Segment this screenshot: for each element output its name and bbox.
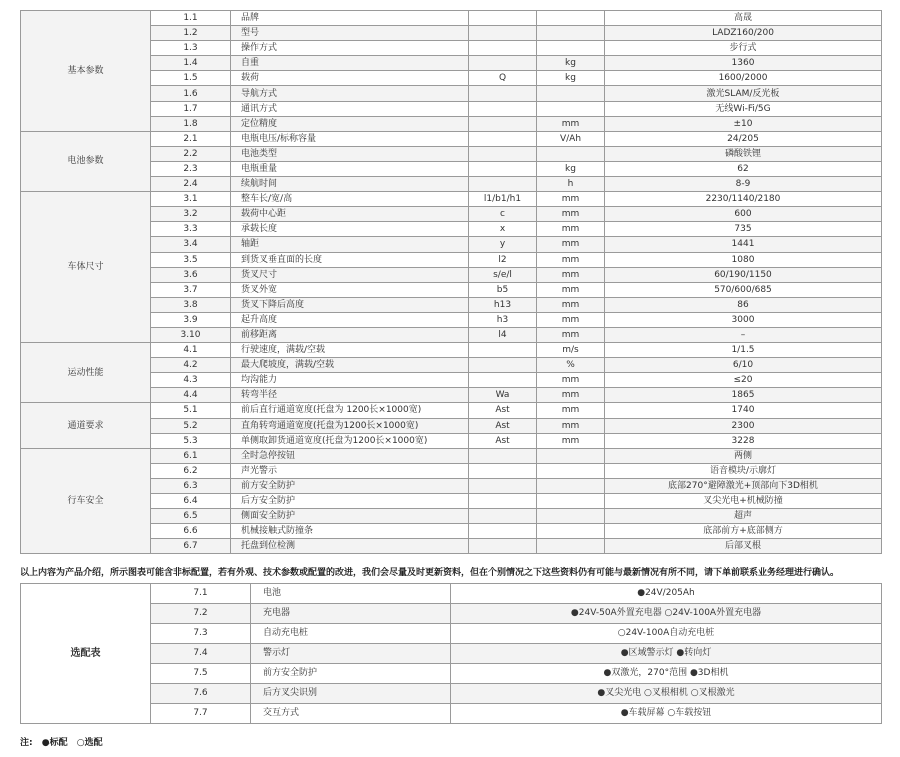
- spec-item: 品牌: [231, 11, 469, 26]
- spec-item: 通讯方式: [231, 101, 469, 116]
- spec-number: 1.1: [151, 11, 231, 26]
- spec-group-label: 运动性能: [21, 343, 151, 403]
- spec-row: [21, 433, 882, 448]
- spec-value: 两侧: [605, 448, 882, 463]
- spec-item: 型号: [231, 26, 469, 41]
- option-number: 7.5: [151, 664, 251, 684]
- spec-unit: [537, 494, 605, 509]
- spec-value: 3228: [605, 433, 882, 448]
- spec-value: 语音模块/示廓灯: [605, 463, 882, 478]
- option-row: [21, 624, 882, 644]
- spec-symbol: Q: [469, 71, 537, 86]
- option-item: 电池: [251, 584, 451, 604]
- spec-value: 1740: [605, 403, 882, 418]
- option-item: 交互方式: [251, 704, 451, 724]
- spec-value: ±10: [605, 116, 882, 131]
- spec-symbol: [469, 509, 537, 524]
- spec-number: 3.9: [151, 312, 231, 327]
- spec-symbol: h3: [469, 312, 537, 327]
- spec-value: 激光SLAM/反光板: [605, 86, 882, 101]
- option-number: 7.2: [151, 604, 251, 624]
- spec-row: [21, 539, 882, 554]
- spec-symbol: [469, 524, 537, 539]
- spec-row: [21, 192, 882, 207]
- spec-item: 前方安全防护: [231, 478, 469, 493]
- spec-unit: mm: [537, 207, 605, 222]
- spec-number: 6.6: [151, 524, 231, 539]
- spec-number: 2.2: [151, 146, 231, 161]
- spec-unit: mm: [537, 418, 605, 433]
- spec-value: 步行式: [605, 41, 882, 56]
- option-item: 后方叉尖识别: [251, 684, 451, 704]
- spec-item: 自重: [231, 56, 469, 71]
- spec-item: 货叉外宽: [231, 282, 469, 297]
- spec-row: [21, 222, 882, 237]
- spec-symbol: [469, 177, 537, 192]
- spec-item: 导航方式: [231, 86, 469, 101]
- spec-item: 行驶速度，满载/空载: [231, 343, 469, 358]
- spec-unit: kg: [537, 71, 605, 86]
- option-value: ●24V-50A外置充电器 ○24V-100A外置充电器: [451, 604, 882, 624]
- spec-row: [21, 418, 882, 433]
- spec-symbol: x: [469, 222, 537, 237]
- spec-row: [21, 358, 882, 373]
- spec-symbol: [469, 41, 537, 56]
- spec-row: [21, 373, 882, 388]
- spec-unit: [537, 26, 605, 41]
- spec-row: [21, 41, 882, 56]
- spec-value: 735: [605, 222, 882, 237]
- option-row: [21, 584, 882, 604]
- spec-number: 6.3: [151, 478, 231, 493]
- spec-item: 电瓶电压/标称容量: [231, 131, 469, 146]
- spec-number: 5.2: [151, 418, 231, 433]
- spec-symbol: Wa: [469, 388, 537, 403]
- spec-unit: [537, 539, 605, 554]
- spec-symbol: l2: [469, 252, 537, 267]
- spec-row: [21, 327, 882, 342]
- spec-unit: mm: [537, 267, 605, 282]
- option-value: ●24V/205Ah: [451, 584, 882, 604]
- option-number: 7.6: [151, 684, 251, 704]
- spec-item: 机械接触式防撞条: [231, 524, 469, 539]
- spec-number: 3.2: [151, 207, 231, 222]
- disclaimer-note: 以上内容为产品介绍，所示图表可能含非标配置，若有外观、技术参数或配置的改进，我们会尽量及时更新资料，但在个别情况之下这些资料仍有可能与最新情况有所不同，请下单前联系业务经理进行确认。: [20, 568, 840, 578]
- spec-group-label: 通道要求: [21, 403, 151, 448]
- spec-unit: kg: [537, 161, 605, 176]
- spec-item: 续航时间: [231, 177, 469, 192]
- spec-item: 侧面安全防护: [231, 509, 469, 524]
- spec-value: 3000: [605, 312, 882, 327]
- spec-symbol: Ast: [469, 418, 537, 433]
- spec-number: 1.4: [151, 56, 231, 71]
- spec-symbol: y: [469, 237, 537, 252]
- spec-value: 底部270°避障激光+顶部向下3D相机: [605, 478, 882, 493]
- option-value: ●双激光，270°范围 ●3D相机: [451, 664, 882, 684]
- spec-item: 后方安全防护: [231, 494, 469, 509]
- spec-symbol: [469, 358, 537, 373]
- spec-row: [21, 297, 882, 312]
- spec-item: 转弯半径: [231, 388, 469, 403]
- spec-symbol: Ast: [469, 403, 537, 418]
- spec-unit: mm: [537, 282, 605, 297]
- spec-item: 电池类型: [231, 146, 469, 161]
- spec-item: 轴距: [231, 237, 469, 252]
- spec-row: [21, 207, 882, 222]
- spec-unit: mm: [537, 388, 605, 403]
- spec-table: [20, 10, 882, 554]
- spec-symbol: [469, 478, 537, 493]
- spec-symbol: [469, 26, 537, 41]
- spec-symbol: c: [469, 207, 537, 222]
- spec-number: 6.7: [151, 539, 231, 554]
- spec-unit: mm: [537, 222, 605, 237]
- spec-row: [21, 524, 882, 539]
- spec-item: 载荷中心距: [231, 207, 469, 222]
- spec-unit: mm: [537, 192, 605, 207]
- spec-value: 超声: [605, 509, 882, 524]
- spec-unit: mm: [537, 297, 605, 312]
- spec-unit: [537, 41, 605, 56]
- spec-item: 承载长度: [231, 222, 469, 237]
- spec-value: 1360: [605, 56, 882, 71]
- spec-group-label: 电池参数: [21, 131, 151, 191]
- spec-symbol: [469, 161, 537, 176]
- spec-unit: V/Ah: [537, 131, 605, 146]
- option-row: [21, 664, 882, 684]
- spec-unit: [537, 524, 605, 539]
- spec-value: 570/600/685: [605, 282, 882, 297]
- spec-group-label: 行车安全: [21, 448, 151, 554]
- spec-value: 86: [605, 297, 882, 312]
- spec-group-label: 基本参数: [21, 11, 151, 132]
- spec-value: 1441: [605, 237, 882, 252]
- spec-unit: [537, 463, 605, 478]
- spec-unit: mm: [537, 373, 605, 388]
- option-item: 自动充电桩: [251, 624, 451, 644]
- option-row: [21, 704, 882, 724]
- spec-value: 60/190/1150: [605, 267, 882, 282]
- spec-symbol: [469, 448, 537, 463]
- spec-row: [21, 494, 882, 509]
- spec-row: [21, 343, 882, 358]
- spec-value: 1600/2000: [605, 71, 882, 86]
- legend: [20, 735, 109, 748]
- spec-row: [21, 448, 882, 463]
- spec-row: [21, 101, 882, 116]
- spec-value: 高晟: [605, 11, 882, 26]
- spec-symbol: b5: [469, 282, 537, 297]
- spec-item: 整车长/宽/高: [231, 192, 469, 207]
- spec-number: 5.3: [151, 433, 231, 448]
- legend-standard: ●标配: [41, 738, 68, 748]
- options-table: [20, 583, 882, 724]
- spec-row: [21, 237, 882, 252]
- spec-unit: %: [537, 358, 605, 373]
- spec-row: [21, 509, 882, 524]
- spec-unit: [537, 509, 605, 524]
- spec-symbol: [469, 146, 537, 161]
- spec-number: 2.4: [151, 177, 231, 192]
- spec-symbol: [469, 539, 537, 554]
- spec-unit: mm: [537, 252, 605, 267]
- spec-item: 到货叉垂直面的长度: [231, 252, 469, 267]
- spec-row: [21, 146, 882, 161]
- option-row: [21, 644, 882, 664]
- spec-unit: mm: [537, 433, 605, 448]
- spec-row: [21, 177, 882, 192]
- spec-item: 载荷: [231, 71, 469, 86]
- spec-row: [21, 463, 882, 478]
- spec-value: 1080: [605, 252, 882, 267]
- spec-symbol: [469, 343, 537, 358]
- spec-row: [21, 282, 882, 297]
- spec-item: 单侧取卸货通道宽度(托盘为1200长×1000宽): [231, 433, 469, 448]
- spec-row: [21, 71, 882, 86]
- spec-number: 3.8: [151, 297, 231, 312]
- spec-row: [21, 403, 882, 418]
- spec-row: [21, 388, 882, 403]
- spec-row: [21, 56, 882, 71]
- spec-symbol: s/e/l: [469, 267, 537, 282]
- spec-unit: m/s: [537, 343, 605, 358]
- option-value: ●车载屏幕 ○车载按钮: [451, 704, 882, 724]
- spec-number: 2.1: [151, 131, 231, 146]
- spec-value: 磷酸铁锂: [605, 146, 882, 161]
- option-item: 充电器: [251, 604, 451, 624]
- option-value: ○24V-100A自动充电桩: [451, 624, 882, 644]
- option-number: 7.1: [151, 584, 251, 604]
- spec-item: 定位精度: [231, 116, 469, 131]
- spec-item: 前后直行通道宽度(托盘为 1200长×1000宽): [231, 403, 469, 418]
- option-value: ●区域警示灯 ●转向灯: [451, 644, 882, 664]
- spec-value: 62: [605, 161, 882, 176]
- spec-item: 前移距离: [231, 327, 469, 342]
- spec-number: 3.4: [151, 237, 231, 252]
- spec-unit: [537, 11, 605, 26]
- option-number: 7.4: [151, 644, 251, 664]
- spec-number: 4.3: [151, 373, 231, 388]
- spec-unit: mm: [537, 116, 605, 131]
- spec-unit: mm: [537, 327, 605, 342]
- spec-row: [21, 131, 882, 146]
- spec-symbol: [469, 373, 537, 388]
- spec-symbol: l1/b1/h1: [469, 192, 537, 207]
- spec-unit: mm: [537, 403, 605, 418]
- spec-number: 1.8: [151, 116, 231, 131]
- option-number: 7.7: [151, 704, 251, 724]
- spec-value: 1865: [605, 388, 882, 403]
- spec-unit: mm: [537, 237, 605, 252]
- spec-value: 24/205: [605, 131, 882, 146]
- spec-number: 3.3: [151, 222, 231, 237]
- spec-number: 6.1: [151, 448, 231, 463]
- spec-symbol: l4: [469, 327, 537, 342]
- spec-symbol: h13: [469, 297, 537, 312]
- spec-number: 3.10: [151, 327, 231, 342]
- option-value: ●叉尖光电 ○叉根相机 ○叉根激光: [451, 684, 882, 704]
- options-title: 选配表: [21, 584, 151, 724]
- option-item: 警示灯: [251, 644, 451, 664]
- spec-item: 托盘到位检测: [231, 539, 469, 554]
- spec-row: [21, 312, 882, 327]
- spec-number: 1.6: [151, 86, 231, 101]
- spec-number: 6.2: [151, 463, 231, 478]
- spec-symbol: [469, 11, 537, 26]
- spec-number: 3.5: [151, 252, 231, 267]
- spec-symbol: [469, 116, 537, 131]
- spec-value: 后部叉根: [605, 539, 882, 554]
- spec-symbol: [469, 494, 537, 509]
- spec-value: ≤20: [605, 373, 882, 388]
- spec-row: [21, 26, 882, 41]
- spec-symbol: [469, 86, 537, 101]
- spec-number: 1.2: [151, 26, 231, 41]
- spec-unit: [537, 146, 605, 161]
- spec-item: 起升高度: [231, 312, 469, 327]
- spec-item: 直角转弯通道宽度(托盘为1200长×1000宽): [231, 418, 469, 433]
- spec-number: 1.7: [151, 101, 231, 116]
- spec-symbol: [469, 56, 537, 71]
- spec-value: 2300: [605, 418, 882, 433]
- spec-number: 3.6: [151, 267, 231, 282]
- spec-value: 6/10: [605, 358, 882, 373]
- spec-value: 1/1.5: [605, 343, 882, 358]
- spec-row: [21, 116, 882, 131]
- spec-value: 600: [605, 207, 882, 222]
- spec-unit: [537, 86, 605, 101]
- spec-number: 5.1: [151, 403, 231, 418]
- spec-number: 3.7: [151, 282, 231, 297]
- spec-item: 操作方式: [231, 41, 469, 56]
- spec-symbol: [469, 131, 537, 146]
- option-item: 前方安全防护: [251, 664, 451, 684]
- spec-item: 货叉下降后高度: [231, 297, 469, 312]
- legend-optional: ○选配: [76, 738, 103, 748]
- spec-row: [21, 11, 882, 26]
- spec-unit: h: [537, 177, 605, 192]
- spec-row: [21, 161, 882, 176]
- spec-unit: [537, 448, 605, 463]
- spec-row: [21, 478, 882, 493]
- option-row: [21, 684, 882, 704]
- spec-number: 2.3: [151, 161, 231, 176]
- spec-value: LADZ160/200: [605, 26, 882, 41]
- legend-prefix: 注:: [20, 738, 33, 748]
- spec-item: 货叉尺寸: [231, 267, 469, 282]
- spec-value: –: [605, 327, 882, 342]
- spec-value: 2230/1140/2180: [605, 192, 882, 207]
- spec-number: 4.1: [151, 343, 231, 358]
- spec-row: [21, 86, 882, 101]
- spec-row: [21, 267, 882, 282]
- spec-value: 8-9: [605, 177, 882, 192]
- spec-unit: kg: [537, 56, 605, 71]
- spec-item: 均沟能力: [231, 373, 469, 388]
- option-row: [21, 604, 882, 624]
- spec-item: 电瓶重量: [231, 161, 469, 176]
- spec-item: 最大爬坡度，满载/空载: [231, 358, 469, 373]
- spec-item: 全时急停按钮: [231, 448, 469, 463]
- spec-row: [21, 252, 882, 267]
- spec-number: 3.1: [151, 192, 231, 207]
- spec-number: 6.4: [151, 494, 231, 509]
- spec-unit: [537, 478, 605, 493]
- spec-unit: mm: [537, 312, 605, 327]
- spec-number: 1.3: [151, 41, 231, 56]
- spec-symbol: [469, 463, 537, 478]
- option-number: 7.3: [151, 624, 251, 644]
- spec-number: 1.5: [151, 71, 231, 86]
- spec-number: 6.5: [151, 509, 231, 524]
- spec-number: 4.2: [151, 358, 231, 373]
- spec-group-label: 车体尺寸: [21, 192, 151, 343]
- spec-symbol: Ast: [469, 433, 537, 448]
- spec-item: 声光警示: [231, 463, 469, 478]
- spec-number: 4.4: [151, 388, 231, 403]
- spec-value: 叉尖光电+机械防撞: [605, 494, 882, 509]
- spec-value: 无线Wi-Fi/5G: [605, 101, 882, 116]
- spec-value: 底部前方+底部侧方: [605, 524, 882, 539]
- spec-unit: [537, 101, 605, 116]
- spec-symbol: [469, 101, 537, 116]
